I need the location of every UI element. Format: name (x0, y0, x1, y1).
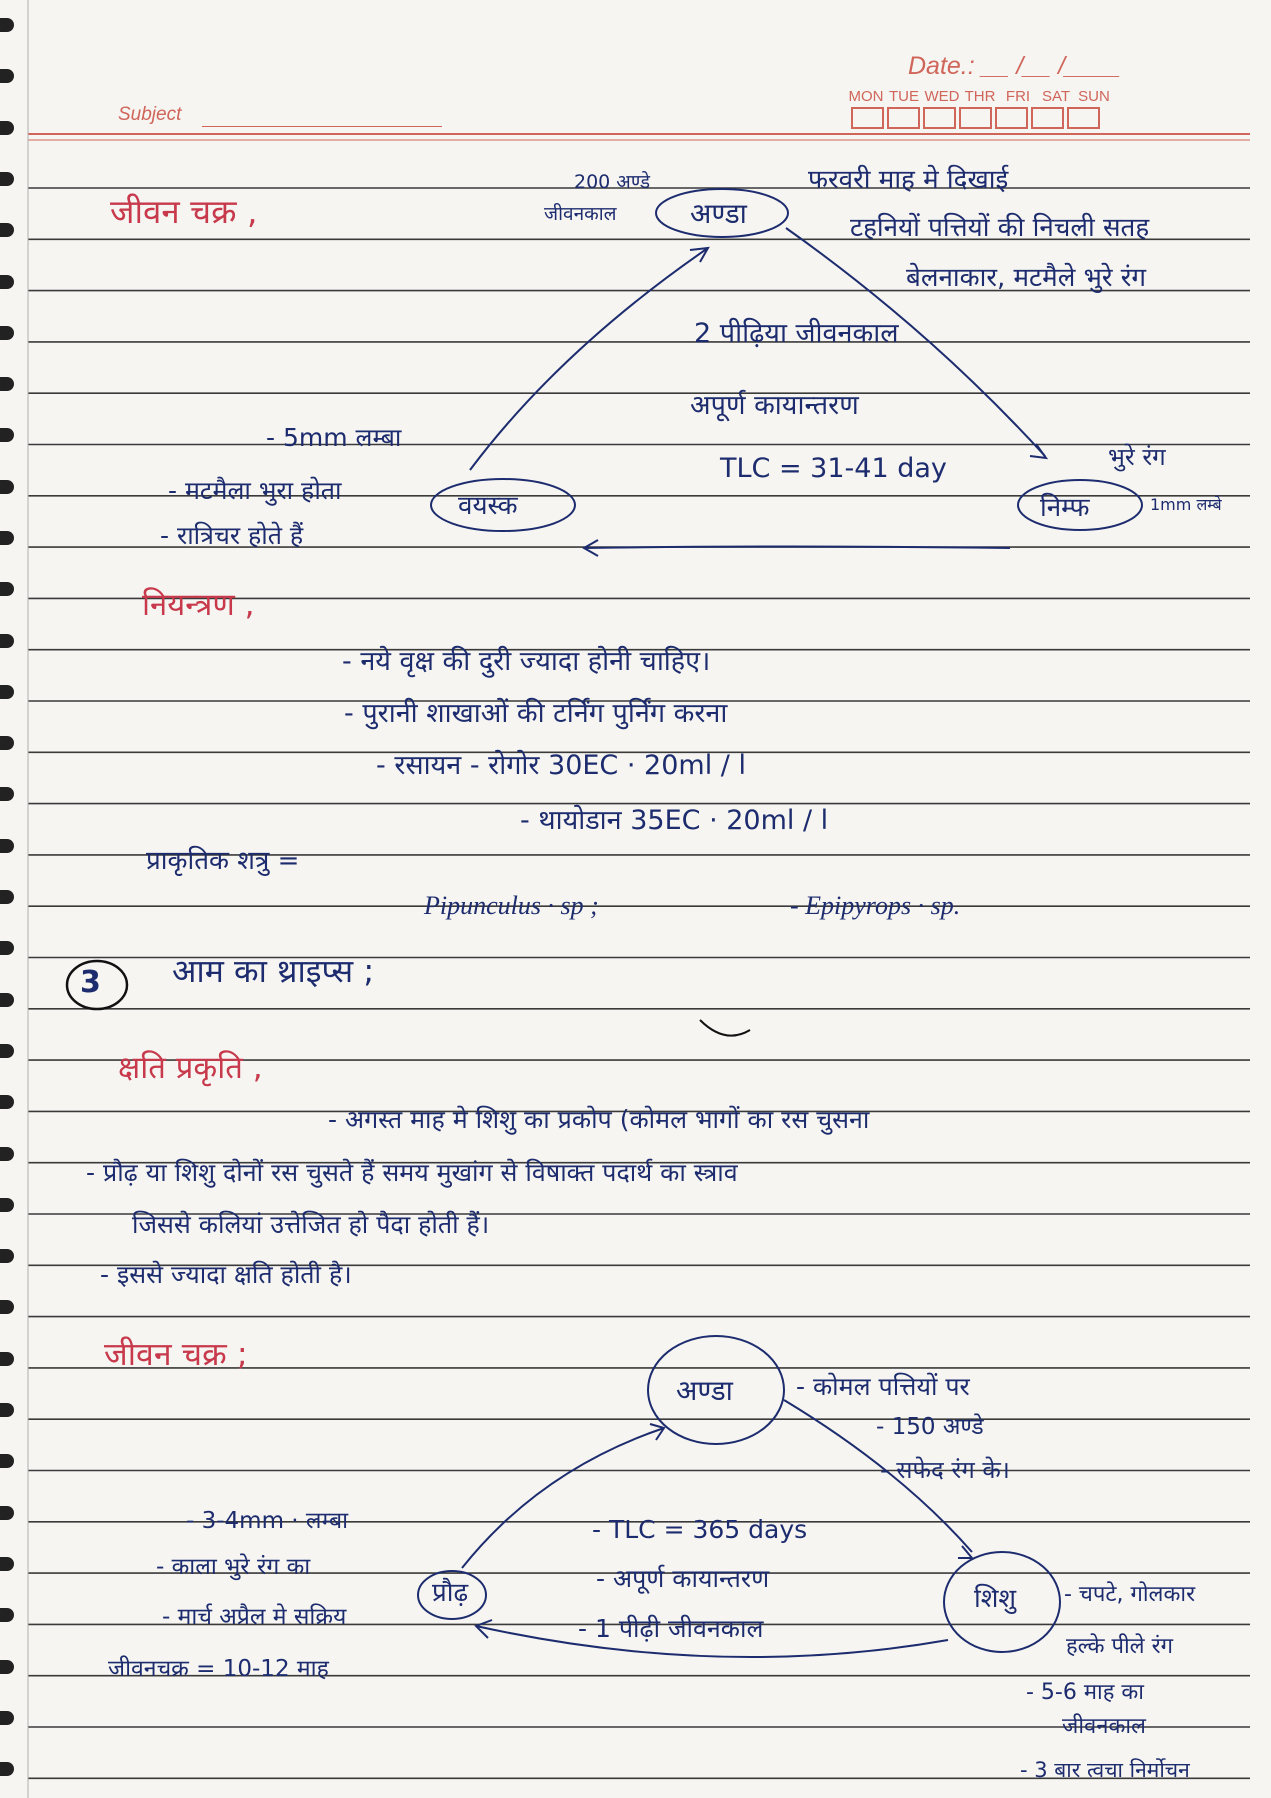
total-lifecycle-note: जीवनचक्र = 10-12 माह (108, 1656, 329, 1682)
section-title: आम का थ्राइप्स ; (172, 952, 375, 990)
thrips-egg-desc-1: - कोमल पत्तियों पर (796, 1372, 970, 1401)
binder-hole (0, 1454, 14, 1468)
thrips-nymph-desc-1: - चपटे, गोलकार (1064, 1582, 1196, 1607)
nymph-desc-1: भुरे रंग (1108, 443, 1166, 471)
thrips-adult-desc-3: - मार्च अप्रैल मे सक्रिय (162, 1604, 347, 1630)
section-number: 3 (80, 965, 101, 1000)
damage-line-1: - अगस्त माह मे शिशु का प्रकोप (कोमल भागों का रस चुसना (328, 1105, 870, 1134)
weekday-sun: SUN (1078, 88, 1110, 105)
binder-hole (0, 839, 14, 853)
weekday-mon: MON (848, 88, 884, 105)
egg-node-label-1: अण्डा (690, 197, 747, 230)
binder-hole (0, 1762, 14, 1776)
weekday-wed: WED (924, 88, 960, 105)
egg-desc-3: बेलनाकार, मटमैले भुरे रंग (906, 263, 1147, 293)
binder-hole (0, 1147, 14, 1161)
arrowhead (1030, 444, 1046, 458)
arrow-adult-to-egg-2 (462, 1428, 664, 1568)
thrips-center-generation: - 1 पीढ़ी जीवनकाल (578, 1614, 764, 1643)
binder-hole (0, 428, 14, 442)
binder-hole (0, 172, 14, 186)
binder-hole (0, 1300, 14, 1314)
thrips-center-tlc: - TLC = 365 days (592, 1515, 808, 1544)
binder-hole (0, 1608, 14, 1622)
damage-heading: क्षति प्रकृति , (118, 1050, 263, 1086)
ink-stroke (700, 1020, 750, 1036)
binder-hole (0, 1198, 14, 1212)
center-note-tlc: TLC = 31-41 day (720, 453, 947, 484)
weekday-box (923, 107, 956, 129)
damage-line-2: - प्रौढ़ या शिशु दोनों रस चुसते हैं समय मुखांग से विषाक्त पदार्थ का स्त्राव (86, 1158, 738, 1187)
adult-desc-2: - मटमैला भुरा होता (168, 476, 342, 505)
egg-count-note: 200 अण्डे (574, 171, 651, 193)
thrips-nymph-desc-5: - 3 बार त्वचा निर्मोचन (1020, 1758, 1190, 1782)
weekday-tue: TUE (889, 88, 919, 105)
nymph-desc-2: 1mm लम्बे (1150, 495, 1222, 514)
adult-node-label-1: वयस्क (458, 491, 518, 521)
weekday-sat: SAT (1041, 88, 1071, 105)
date-label: Date.: __ /__ /____ (908, 52, 1121, 80)
weekday-box (887, 107, 920, 129)
adult-node-label-2: प्रौढ़ (432, 1578, 469, 1608)
binder-hole (0, 377, 14, 391)
binder-hole (0, 223, 14, 237)
control-item-3: - रसायन - रोगोर 30EC · 20ml / l (376, 750, 746, 781)
egg-desc-2: टहनियों पत्तियों की निचली सतह (850, 213, 1150, 243)
natural-enemy-2: - Epipyrops · sp. (790, 891, 961, 920)
binder-hole (0, 582, 14, 596)
binder-hole (0, 1403, 14, 1417)
damage-line-3: जिससे कलियां उत्तेजित हो पैदा होती हैं। (132, 1210, 490, 1239)
subject-label: Subject (118, 104, 182, 125)
subject-underline (202, 126, 442, 127)
thrips-egg-desc-3: - सफेद रंग के। (880, 1456, 1010, 1484)
control-item-4: - थायोडान 35EC · 20ml / l (520, 805, 829, 836)
adult-desc-1: - 5mm लम्बा (266, 423, 402, 452)
control-item-2: - पुरानी शाखाओं की टर्निंग पुर्निंग करना (344, 698, 728, 729)
thrips-egg-desc-2: - 150 अण्डे (876, 1414, 984, 1440)
nymph-node-label-2: शिशु (974, 1584, 1017, 1614)
thrips-nymph-desc-3: - 5-6 माह का (1026, 1680, 1144, 1705)
thrips-adult-desc-2: - काला भुरे रंग का (156, 1554, 311, 1580)
binder-hole (0, 787, 14, 801)
binder-hole (0, 634, 14, 648)
control-item-1: - नये वृक्ष की दुरी ज्यादा होनी चाहिए। (342, 646, 711, 677)
weekday-box (995, 107, 1028, 129)
binder-hole (0, 531, 14, 545)
thrips-nymph-desc-4: जीवनकाल (1062, 1714, 1146, 1739)
binder-hole (0, 1044, 14, 1058)
binder-hole (0, 480, 14, 494)
weekday-box (851, 107, 884, 129)
center-note-metamorphosis: अपूर्ण कायान्तरण (690, 390, 859, 421)
control-heading: नियन्त्रण , (142, 587, 255, 623)
binder-hole (0, 1506, 14, 1520)
binder-hole (0, 69, 14, 83)
lifecycle-heading-1: जीवन चक्र , (110, 192, 258, 231)
center-note-generations: 2 पीढ़िया जीवनकाल (694, 318, 899, 349)
weekday-thr: THR (964, 88, 996, 105)
adult-desc-3: - रात्रिचर होते हैं (160, 521, 304, 550)
binder-hole (0, 890, 14, 904)
lifecycle-heading-2: जीवन चक्र ; (104, 1335, 248, 1373)
binder-hole (0, 1352, 14, 1366)
binder-hole (0, 1660, 14, 1674)
thrips-center-metamorphosis: - अपूर्ण कायान्तरण (596, 1564, 770, 1593)
binder-hole (0, 1095, 14, 1109)
thrips-adult-desc-1: - 3-4mm · लम्बा (186, 1508, 349, 1534)
weekday-box (959, 107, 992, 129)
nymph-node-label-1: निम्फ (1040, 493, 1090, 523)
binder-hole (0, 18, 14, 32)
binder-hole (0, 1711, 14, 1725)
natural-enemy-1: Pipunculus · sp ; (424, 891, 599, 920)
egg-life-note: जीवनकाल (544, 203, 617, 225)
binder-hole (0, 736, 14, 750)
weekday-boxes (851, 107, 1100, 129)
weekday-box (1067, 107, 1100, 129)
weekday-fri: FRI (1005, 88, 1031, 105)
damage-line-4: - इससे ज्यादा क्षति होती है। (100, 1260, 352, 1289)
arrowhead (958, 1546, 972, 1558)
binder-hole (0, 1557, 14, 1571)
arrow-adult-to-egg-1 (470, 248, 708, 470)
egg-desc-1: फरवरी माह मे दिखाई (808, 165, 1009, 195)
egg-node-label-2: अण्डा (676, 1374, 733, 1407)
binder-hole (0, 1249, 14, 1263)
binder-hole (0, 941, 14, 955)
binder-hole (0, 275, 14, 289)
weekday-row (848, 88, 1112, 105)
binder-hole (0, 993, 14, 1007)
binder-hole (0, 121, 14, 135)
weekday-box (1031, 107, 1064, 129)
binder-hole (0, 685, 14, 699)
natural-enemies-label: प्राकृतिक शत्रु = (146, 846, 300, 876)
thrips-nymph-desc-2: हल्के पीले रंग (1066, 1634, 1173, 1659)
binder-hole (0, 326, 14, 340)
